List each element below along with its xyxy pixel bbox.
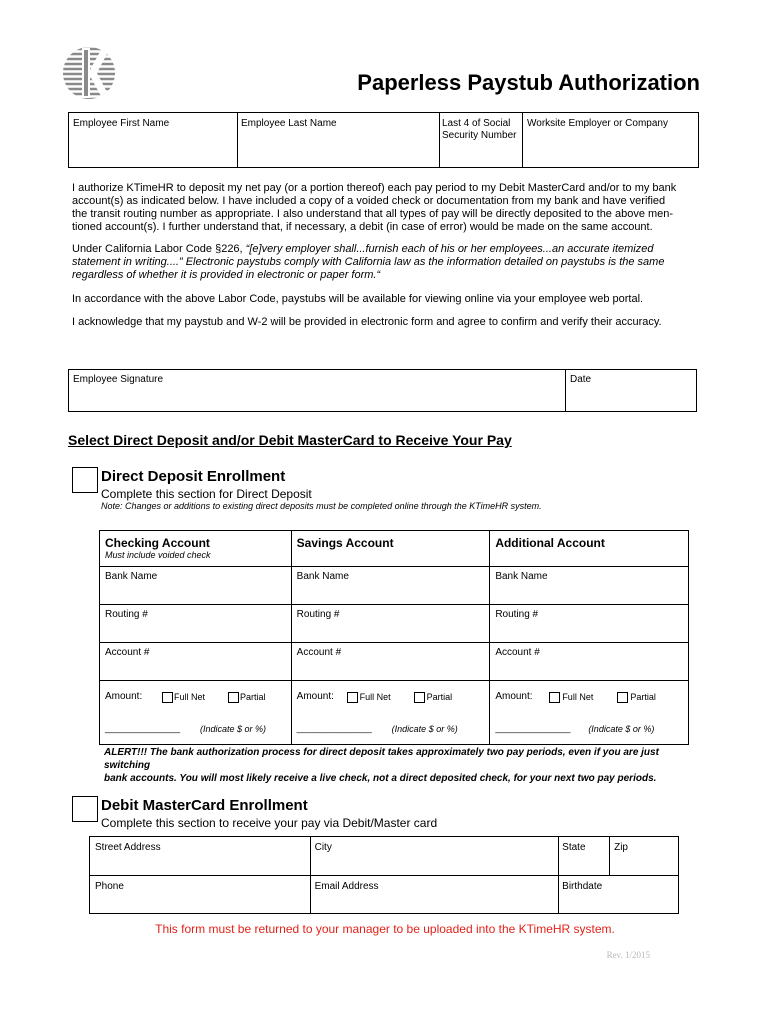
auth-line-3: the transit routing number as appropriate. I also understand that all types of pay will be directly deposited to the above men- xyxy=(72,208,674,220)
bank-name-label: Bank Name xyxy=(105,571,158,582)
labor-code-paragraph xyxy=(72,243,700,282)
debit-card-title: Debit MasterCard Enrollment xyxy=(101,797,308,814)
state-label: State xyxy=(562,842,586,853)
labor-code-line2: statement in writing....” Electronic paystubs comply with California law as the information detailed on paystubs is the same xyxy=(72,256,665,268)
email-field[interactable] xyxy=(310,876,559,914)
checking-account-field[interactable] xyxy=(100,643,292,681)
account-label: Account # xyxy=(105,647,150,658)
auth-line-2: account(s) as indicated below. I have included a copy of a voided check or documentation from my bank and have verified xyxy=(72,195,666,207)
savings-header-cell xyxy=(291,531,490,567)
checking-subheader: Must include voided check xyxy=(105,550,211,560)
state-field[interactable] xyxy=(559,837,610,876)
first-name-field[interactable]: Employee First Name xyxy=(73,118,170,129)
direct-deposit-note: Note: Changes or additions to existing direct deposits must be completed online through the KTimeHR system. xyxy=(101,501,542,511)
labor-code-line3: regardless of whether it is provided in electronic or paper form.“ xyxy=(72,269,381,281)
amount-label: Amount: xyxy=(495,691,533,702)
checking-routing-field[interactable] xyxy=(100,605,292,643)
portal-paragraph: In accordance with the above Labor Code, paystubs will be available for viewing online via your employee web portal. xyxy=(72,293,644,305)
direct-deposit-checkbox[interactable] xyxy=(72,467,98,493)
partial-label: Partial xyxy=(630,692,656,702)
amount-label: Amount: xyxy=(105,691,143,702)
full-net-checkbox[interactable] xyxy=(347,692,358,703)
partial-checkbox[interactable] xyxy=(228,692,239,703)
auth-line-4: tioned account(s). I further understand that, if necessary, a debit (in case of error) would be made on the same account. xyxy=(72,221,653,233)
additional-header: Additional Account xyxy=(495,536,605,550)
acknowledge-paragraph: I acknowledge that my paystub and W-2 will be provided in electronic form and agree to confirm and verify their accuracy. xyxy=(72,316,662,328)
bank-name-label: Bank Name xyxy=(296,571,349,582)
phone-label: Phone xyxy=(95,881,124,892)
street-address-label: Street Address xyxy=(95,842,161,853)
revision-label: Rev. 1/2015 xyxy=(606,950,650,960)
ssn-label-line1: Last 4 of Social xyxy=(442,118,511,129)
direct-deposit-subtitle: Complete this section for Direct Deposit xyxy=(101,487,312,501)
checking-header-cell xyxy=(100,531,292,567)
savings-header: Savings Account xyxy=(296,536,394,550)
birthdate-field[interactable] xyxy=(559,876,679,914)
indicate-label: (Indicate $ or %) xyxy=(200,724,267,734)
auth-line-1: I authorize KTimeHR to deposit my net pay (or a portion thereof) each pay period to my Debit MasterCard and/or to my bank xyxy=(72,182,677,194)
signature-row xyxy=(68,369,697,412)
zip-label: Zip xyxy=(614,842,628,853)
authorization-paragraph xyxy=(72,182,700,234)
debit-card-subtitle: Complete this section to receive your pay via Debit/Master card xyxy=(101,816,438,830)
amount-blank[interactable]: _______________ xyxy=(296,723,372,733)
savings-routing-field[interactable] xyxy=(291,605,490,643)
ssn-label-line2: Security Number xyxy=(442,130,517,141)
signature-field[interactable]: Employee Signature xyxy=(73,374,164,385)
select-heading: Select Direct Deposit and/or Debit MasterCard to Receive Your Pay xyxy=(68,432,512,448)
amount-blank[interactable]: _______________ xyxy=(495,723,571,733)
partial-label: Partial xyxy=(240,692,266,702)
phone-field[interactable] xyxy=(90,876,311,914)
alert-line2: bank accounts. You will most likely receive a live check, not a direct deposited check, for your next two pay periods. xyxy=(104,773,657,784)
indicate-label: (Indicate $ or %) xyxy=(391,724,458,734)
additional-amount-cell xyxy=(490,681,689,745)
additional-account-field[interactable] xyxy=(490,643,689,681)
checking-bank-name-field[interactable] xyxy=(100,567,292,605)
direct-deposit-table xyxy=(99,530,689,745)
full-net-checkbox[interactable] xyxy=(162,692,173,703)
checking-amount-cell xyxy=(100,681,292,745)
labor-code-quote: “[e]very employer shall...furnish each of his or her employees...an accurate itemized xyxy=(245,243,654,255)
account-label: Account # xyxy=(495,647,540,658)
full-net-label: Full Net xyxy=(359,692,391,702)
additional-routing-field[interactable] xyxy=(490,605,689,643)
partial-checkbox[interactable] xyxy=(617,692,628,703)
city-field[interactable] xyxy=(310,837,559,876)
return-notice: This form must be returned to your manager to be uploaded into the KTimeHR system. xyxy=(155,922,615,936)
debit-card-table xyxy=(89,836,679,914)
date-field[interactable]: Date xyxy=(570,374,592,385)
amount-blank[interactable]: _______________ xyxy=(105,723,181,733)
partial-label: Partial xyxy=(426,692,453,702)
ssn-field[interactable] xyxy=(442,118,516,142)
labor-code-prefix: Under California Labor Code §226, xyxy=(72,243,246,255)
bank-name-label: Bank Name xyxy=(495,571,548,582)
checking-header: Checking Account xyxy=(105,536,210,550)
amount-label: Amount: xyxy=(296,691,334,702)
alert-line1: ALERT!!! The bank authorization process for direct deposit takes approximately two pay periods, even if you are just switching xyxy=(104,747,659,771)
additional-header-cell xyxy=(490,531,689,567)
debit-card-checkbox[interactable] xyxy=(72,796,98,822)
street-address-field[interactable] xyxy=(90,837,311,876)
savings-amount-cell xyxy=(291,681,490,745)
partial-checkbox[interactable] xyxy=(414,692,425,703)
additional-bank-name-field[interactable] xyxy=(490,567,689,605)
routing-label: Routing # xyxy=(105,609,148,620)
savings-account-field[interactable] xyxy=(291,643,490,681)
employer-field[interactable]: Worksite Employer or Company xyxy=(527,118,668,129)
zip-field[interactable] xyxy=(610,837,679,876)
full-net-checkbox[interactable] xyxy=(549,692,560,703)
last-name-field[interactable]: Employee Last Name xyxy=(241,118,337,129)
birthdate-label: Birthdate xyxy=(562,881,603,892)
alert-message xyxy=(104,746,694,785)
full-net-label: Full Net xyxy=(562,692,594,702)
direct-deposit-title: Direct Deposit Enrollment xyxy=(101,468,286,485)
routing-label: Routing # xyxy=(296,609,340,620)
company-logo xyxy=(62,44,118,102)
indicate-label: (Indicate $ or %) xyxy=(588,724,655,734)
savings-bank-name-field[interactable] xyxy=(291,567,490,605)
account-label: Account # xyxy=(296,647,342,658)
employee-info-row xyxy=(68,112,699,168)
email-label: Email Address xyxy=(314,881,379,892)
routing-label: Routing # xyxy=(495,609,539,620)
page-title: Paperless Paystub Authorization xyxy=(357,70,700,95)
full-net-label: Full Net xyxy=(174,692,206,702)
city-label: City xyxy=(314,842,332,853)
